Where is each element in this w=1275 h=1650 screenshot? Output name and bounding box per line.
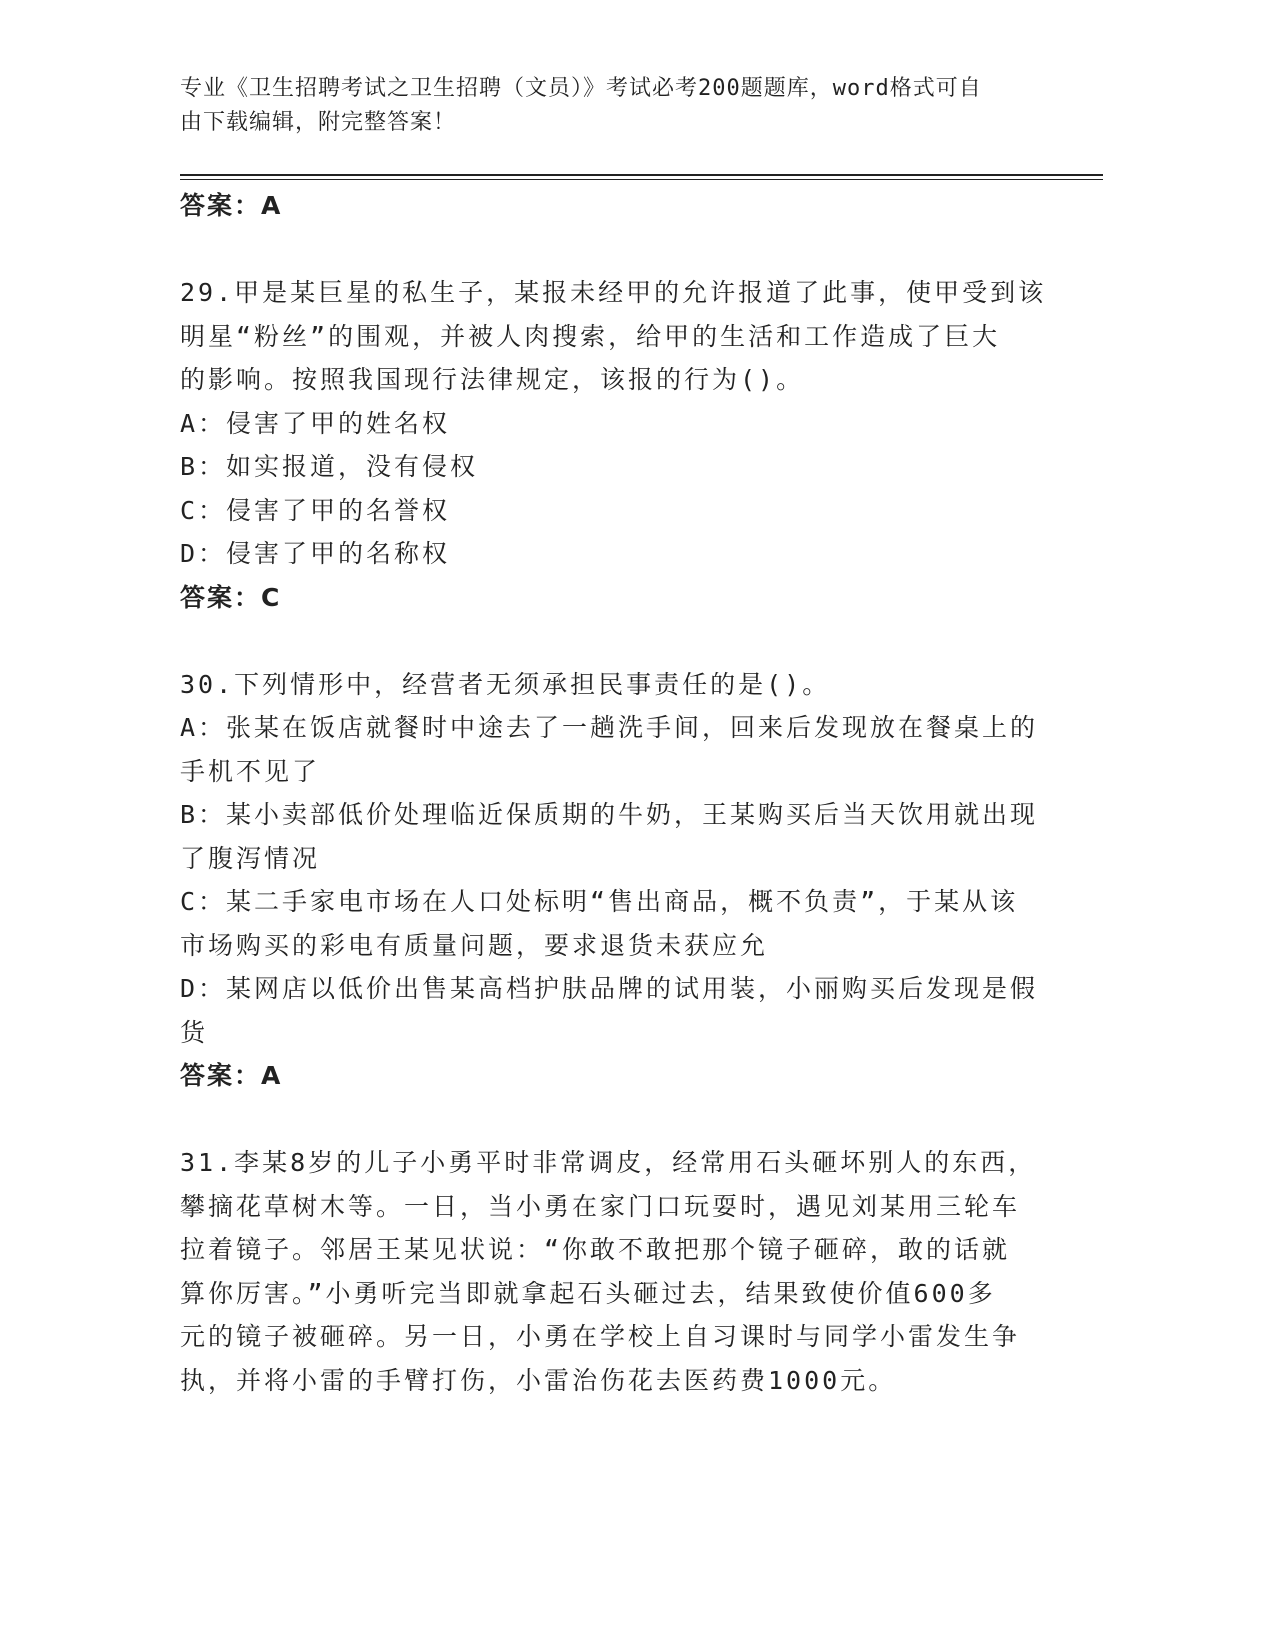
text-line: A：张某在饭店就餐时中途去了一趟洗手间，回来后发现放在餐桌上的 xyxy=(180,713,1039,742)
text-line: 货 xyxy=(180,1017,209,1047)
spacer xyxy=(180,619,1040,663)
text-line: 的影响。按照我国现行法律规定，该报的行为()。 xyxy=(180,365,805,394)
text-line: 手机不见了 xyxy=(180,756,321,786)
text-line: 市场购买的彩电有质量问题，要求退货未获应允 xyxy=(180,930,769,960)
text-line: 30.下列情形中，经营者无须承担民事责任的是()。 xyxy=(180,669,831,699)
text-line: B：如实报道，没有侵权 xyxy=(180,452,479,481)
spacer xyxy=(180,1098,1040,1142)
text-line: C：侵害了甲的名誉权 xyxy=(180,495,451,525)
text-line: 元的镜子被砸碎。另一日，小勇在学校上自习课时与同学小雷发生争 xyxy=(180,1322,1021,1351)
text-line: C：某二手家电市场在人口处标明“售出商品，概不负责”，于某从该 xyxy=(180,887,1019,916)
spacer xyxy=(180,228,1040,272)
header-line-2: 由下载编辑，附完整答案！ xyxy=(180,110,457,135)
text-line: 31.李某8岁的儿子小勇平时非常调皮，经常用石头砸坏别人的东西， xyxy=(180,1148,1037,1177)
page-header xyxy=(180,72,1040,140)
answer-line: 答案：A xyxy=(180,1061,283,1090)
text-line: 执，并将小雷的手臂打伤，小雷治伤花去医药费1000元。 xyxy=(180,1365,897,1395)
text-line: B：某小卖部低价处理临近保质期的牛奶，王某购买后当天饮用就出现 xyxy=(180,800,1039,829)
text-line: 了腹泻情况 xyxy=(180,843,321,873)
text-line: D：侵害了甲的名称权 xyxy=(180,539,451,568)
text-line: 明星“粉丝”的围观，并被人肉搜索，给甲的生活和工作造成了巨大 xyxy=(180,321,1001,351)
text-line: 29.甲是某巨星的私生子，某报未经甲的允许报道了此事，使甲受到该 xyxy=(180,278,1047,307)
text-line: 攀摘花草树木等。一日，当小勇在家门口玩耍时，遇见刘某用三轮车 xyxy=(180,1191,1021,1221)
header-divider-thick xyxy=(180,174,1103,176)
header-divider-thin xyxy=(180,179,1103,180)
header-line-1: 专业《卫生招聘考试之卫生招聘（文员）》考试必考200题题库，word格式可自 xyxy=(180,76,982,101)
text-line: A：侵害了甲的姓名权 xyxy=(180,408,451,438)
answer-line: 答案：A xyxy=(180,191,283,220)
answer-line: 答案：C xyxy=(180,582,282,612)
text-line: 拉着镜子。邻居王某见状说：“你敢不敢把那个镜子砸碎，敢的话就 xyxy=(180,1235,1011,1264)
text-line: D：某网店以低价出售某高档护肤品牌的试用装，小丽购买后发现是假 xyxy=(180,974,1039,1003)
text-line: 算你厉害。”小勇听完当即就拿起石头砸过去，结果致使价值600多 xyxy=(180,1278,996,1308)
question-content xyxy=(180,184,1047,1402)
